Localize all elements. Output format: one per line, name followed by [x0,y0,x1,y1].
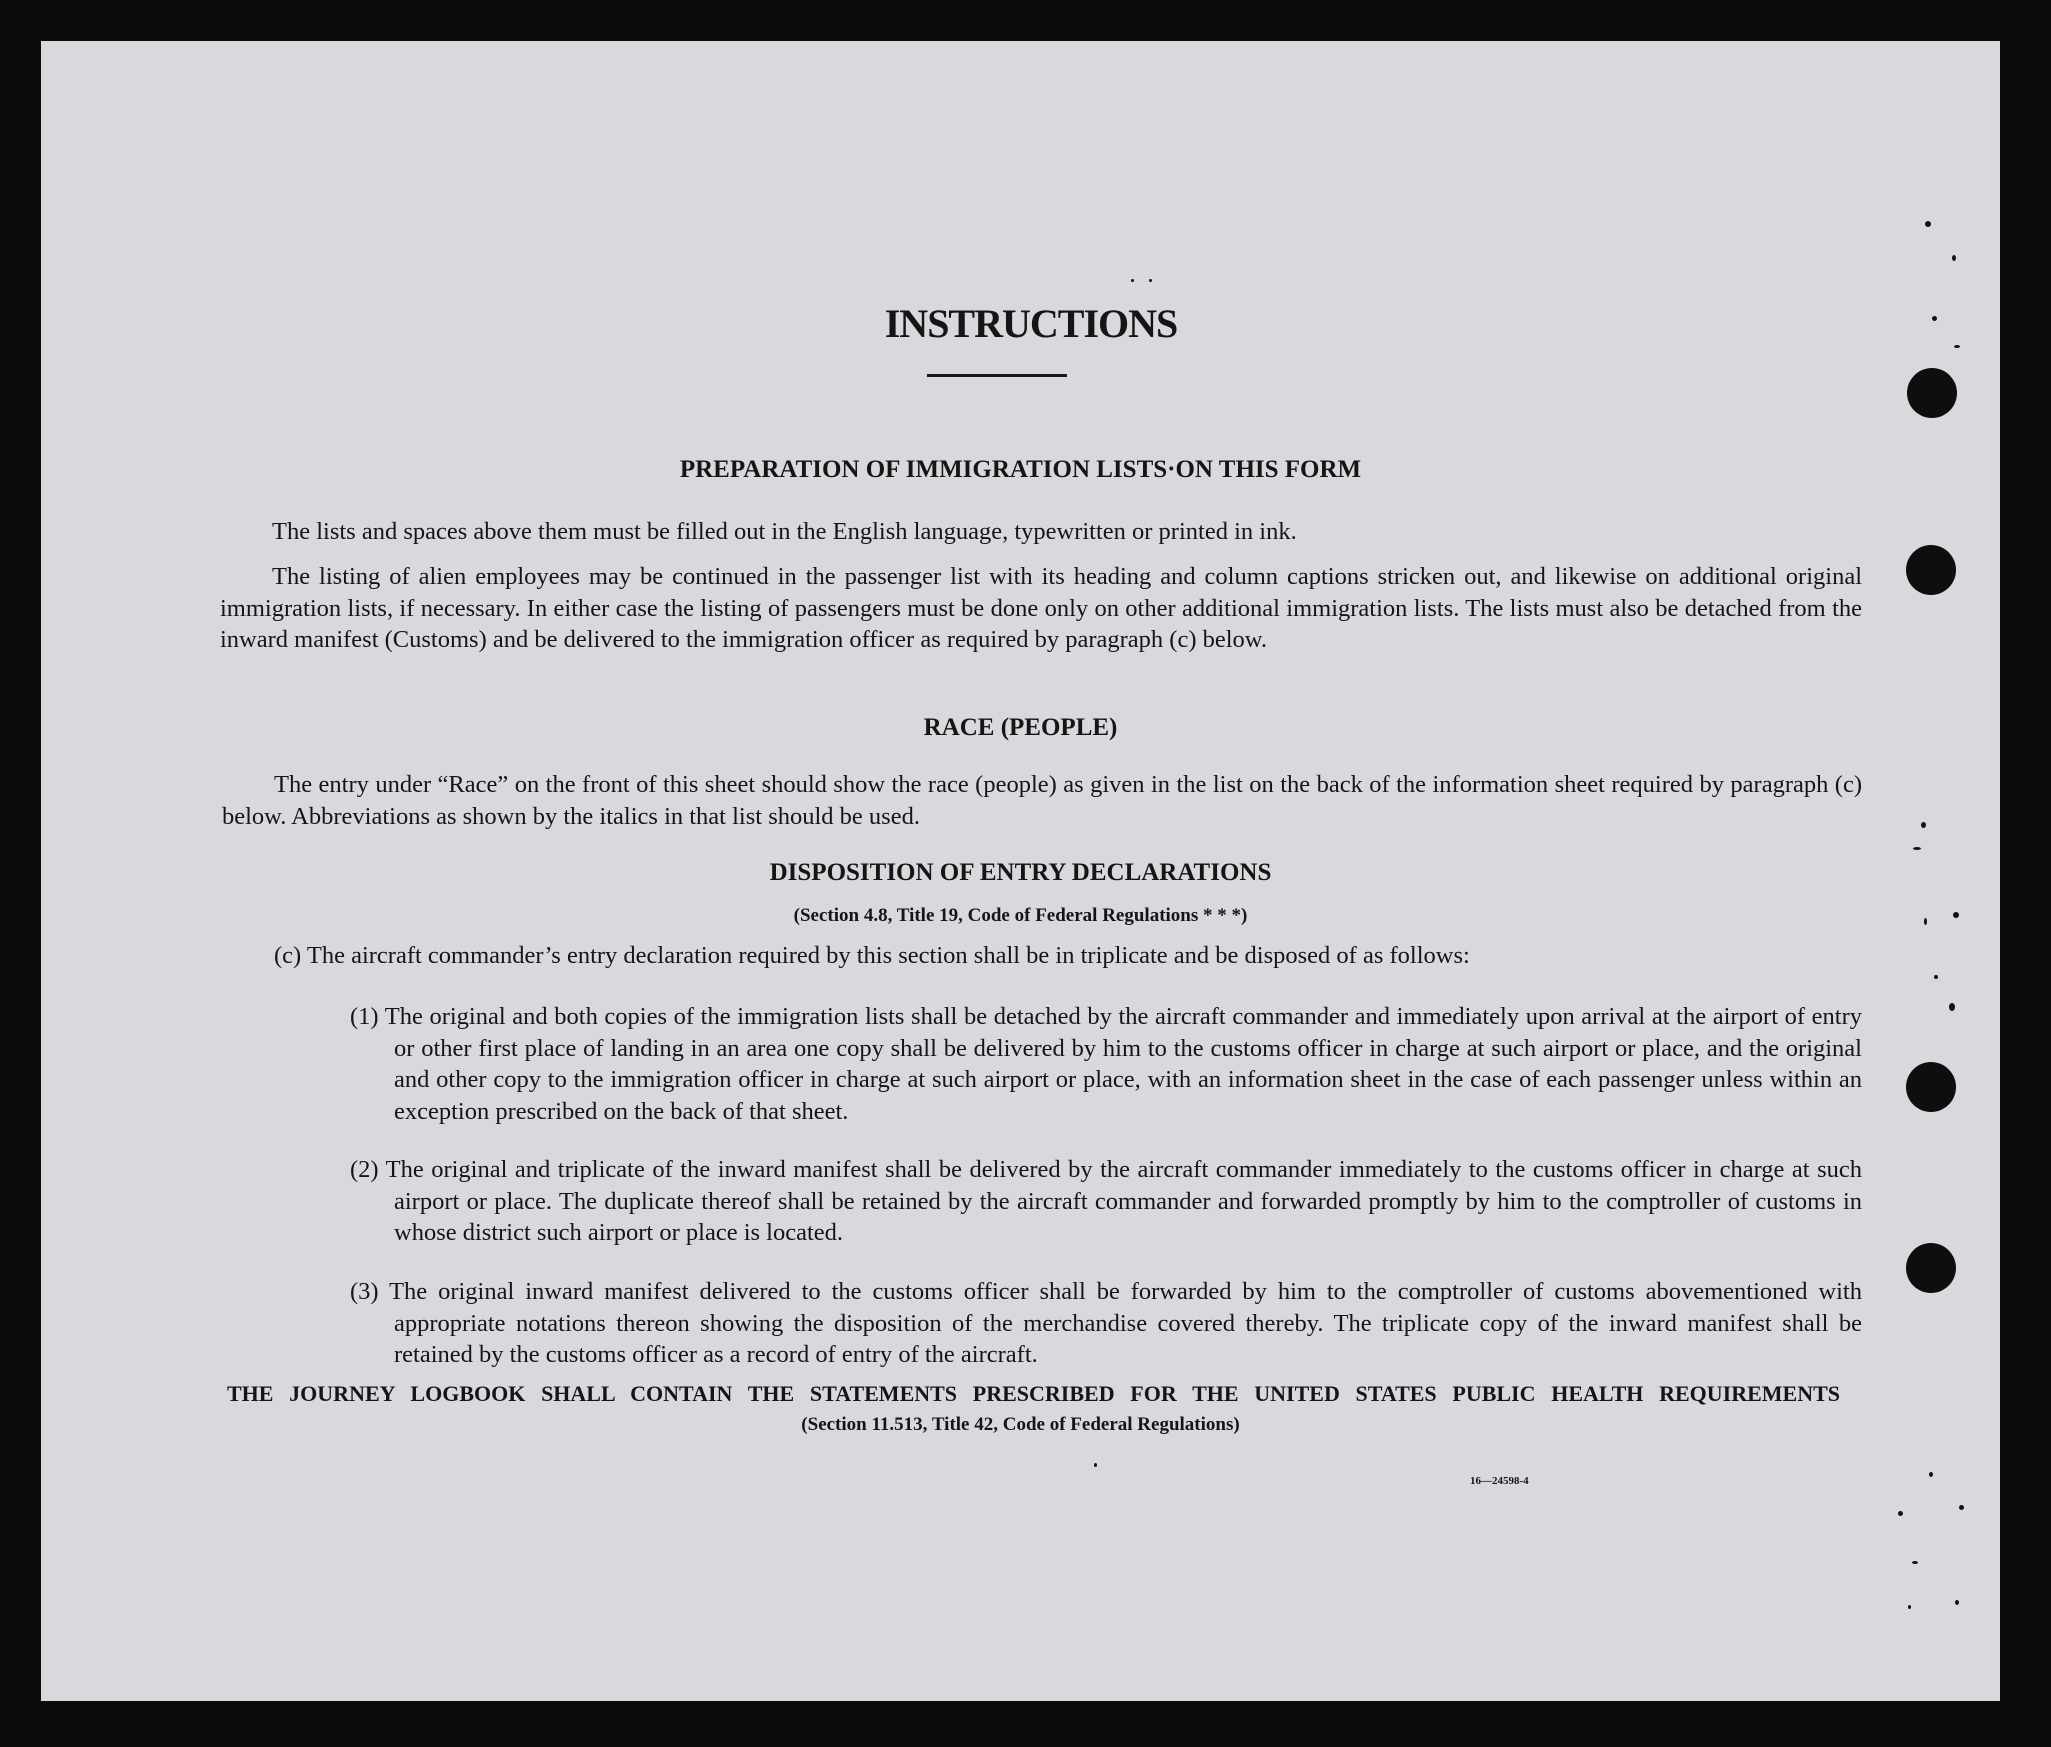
disposition-item-2: (2) The original and triplicate of the inward manifest shall be delivered by the aircraft commander immediately to the customs officer in charge at such airport or place. The duplicate thereof shall be retained by the aircraft commander and forwarded promptly by him to the comptroller of customs in whose district such airport or place is located. [350,1156,1862,1246]
scan-speck [1955,1600,1959,1605]
title-underline [927,374,1067,377]
scan-speck [1924,918,1927,925]
punch-hole [1906,1243,1956,1293]
race-heading: RACE (PEOPLE) [923,714,1118,741]
preparation-heading: PREPARATION OF IMMIGRATION LISTS·ON THIS FORM [679,456,1362,483]
scan-speck [1898,1511,1903,1516]
disposition-heading: DISPOSITION OF ENTRY DECLARATIONS [769,859,1272,886]
scan-speck [1913,847,1921,850]
scan-speck [1959,1505,1964,1510]
form-number: 16—24598-4 [1470,1475,1529,1487]
health-statement: THE JOURNEY LOGBOOK SHALL CONTAIN THE STATEMENTS PRESCRIBED FOR THE UNITED STATES PUBLIC HEALTH REQUIREMENTS [227,1381,1840,1406]
scan-speck [1908,1605,1911,1609]
health-citation: (Section 11.513, Title 42, Code of Federal Regulations) [801,1414,1240,1435]
scan-speck [1952,255,1956,261]
scan-speck [1094,1463,1097,1467]
scan-speck [1929,1472,1933,1477]
scan-speck [1149,279,1152,282]
form-sheet [41,41,2000,1701]
scan-speck [1949,1003,1955,1011]
scan-speck [1912,1561,1918,1564]
page-title: INSTRUCTIONS [884,301,1178,346]
scan-speck [1131,279,1134,282]
disposition-intro: (c) The aircraft commander’s entry declaration required by this section shall be in triplicate and be disposed of as follows: [274,942,1470,969]
disposition-item-1: (1) The original and both copies of the immigration lists shall be detached by the aircraft commander and immediately upon arrival at the airport of entry or other first place of landing in an area one copy shall be delivered by him to the customs officer in charge at such airport or place, and the original and other copy to the immigration officer in charge at such airport or place, with an information sheet in the case of each passenger unless within an exception prescribed on the back of that sheet. [350,1003,1862,1125]
punch-hole [1906,545,1956,595]
scan-speck [1934,975,1938,979]
scan-speck [1921,822,1926,828]
disposition-citation: (Section 4.8, Title 19, Code of Federal Regulations * * *) [793,905,1248,926]
scan-speck [1932,316,1937,321]
punch-hole [1907,368,1957,418]
scan-speck [1925,221,1931,227]
preparation-paragraph-1: The lists and spaces above them must be filled out in the English language, typewritten or printed in ink. [272,518,1297,545]
punch-hole [1906,1062,1956,1112]
scan-speck [1953,912,1959,918]
disposition-item-3: (3) The original inward manifest delivered to the customs officer shall be forwarded by him to the comptroller of customs abovementioned with appropriate notations thereon showing the disposition of the merchandise covered thereby. The triplicate copy of the inward manifest shall be retained by the customs officer as a record of entry of the aircraft. [350,1278,1862,1368]
preparation-paragraph-2: The listing of alien employees may be continued in the passenger list with its heading and column captions stricken out, and likewise on additional original immigration lists, if necessary. In either case the listing of passengers must be done only on other additional immigration lists. The lists must also be detached from the inward manifest (Customs) and be delivered to the immigration officer as required by paragraph (c) below. [220,563,1862,653]
scan-speck [1954,345,1960,348]
race-paragraph: The entry under “Race” on the front of this sheet should show the race (people) as given in the list on the back of the information sheet required by paragraph (c) below. Abbreviations as shown by the italics in that list should be used. [222,771,1862,830]
